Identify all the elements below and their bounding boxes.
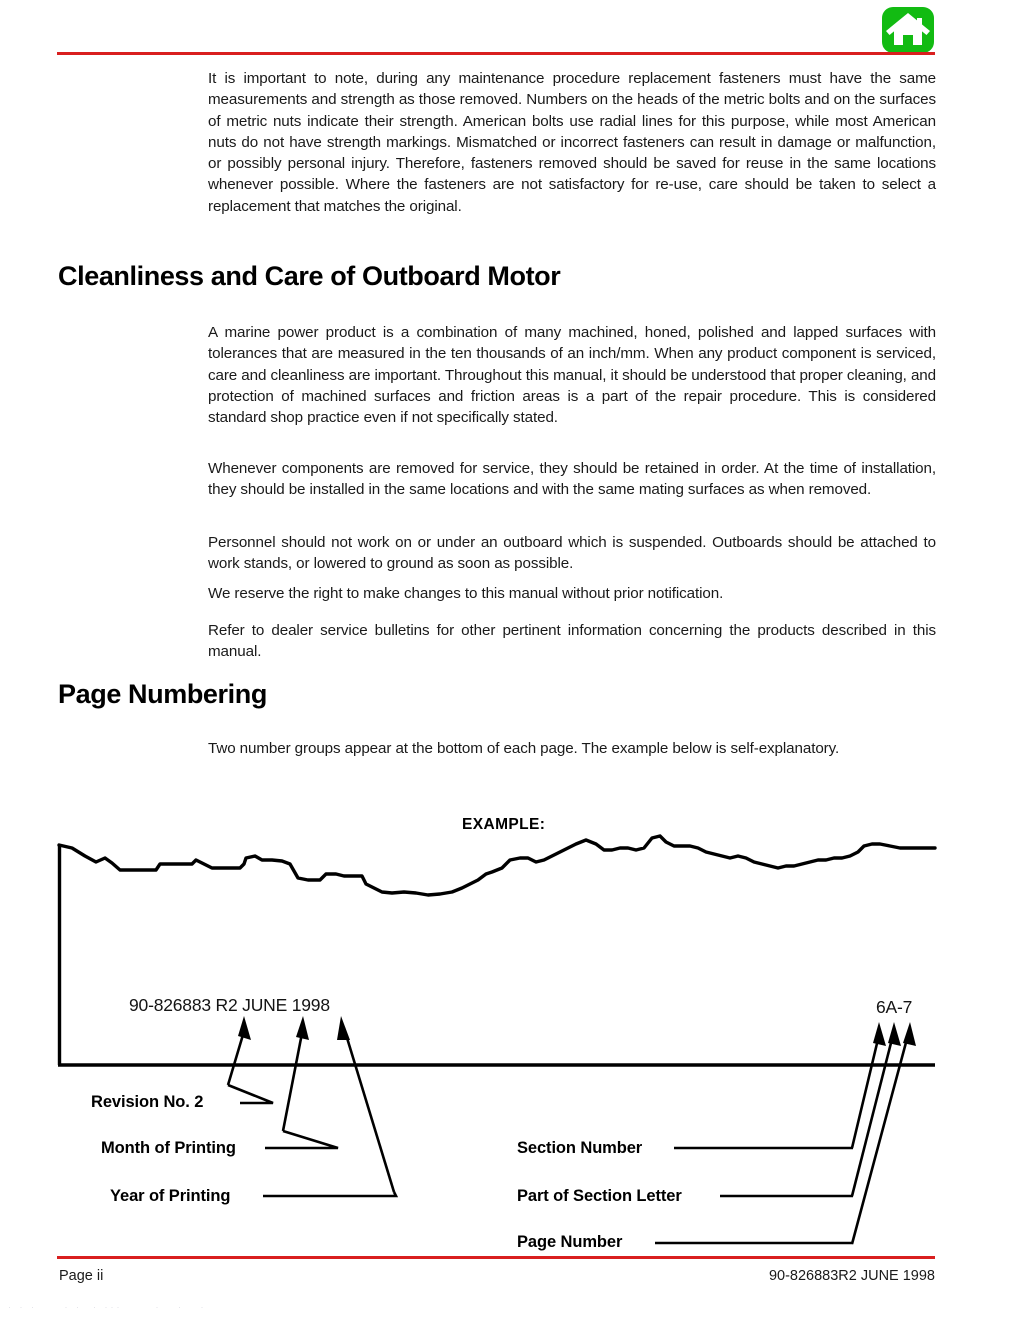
heading-page-numbering: Page Numbering — [58, 679, 267, 709]
callout-arrow-section-number — [852, 1022, 886, 1148]
leader-line-month-of-printing — [265, 1131, 338, 1148]
header-divider — [57, 52, 935, 55]
callout-label-section-number: Section Number — [517, 1139, 643, 1157]
callout-label-month-of-printing: Month of Printing — [101, 1139, 236, 1157]
leader-line-year-of-printing — [263, 1192, 396, 1196]
callout-arrow-part-of-section-letter — [852, 1022, 901, 1196]
paragraph-page-numbering: Two number groups appear at the bottom of each page. The example below is self-explanatory. — [208, 740, 840, 757]
callout-label-part-of-section-letter: Part of Section Letter — [517, 1187, 682, 1205]
example-bottom-left-code: 90-826883 R2 JUNE 1998 — [129, 995, 330, 1015]
callout-arrow-revision-number — [228, 1016, 251, 1085]
paragraph-cleanliness-2: Whenever components are removed for service, they should be retained in order. At the time of installation, they should be installed in the same locations and with the same mating surfaces as when removed. — [208, 460, 936, 499]
torn-page-top-edge — [59, 836, 935, 895]
heading-cleanliness-and-care: Cleanliness and Care of Outboard Motor — [58, 261, 561, 291]
callout-label-page-number: Page Number — [517, 1233, 623, 1251]
example-bottom-right-code: 6A-7 — [876, 997, 913, 1017]
paragraph-cleanliness-4: We reserve the right to make changes to this manual without prior notification. — [208, 585, 724, 602]
footer-divider — [57, 1256, 935, 1259]
callout-arrow-page-number — [852, 1022, 916, 1244]
footer-document-code: 90-826883R2 JUNE 1998 — [768, 1268, 935, 1284]
callout-arrow-month-of-printing — [283, 1016, 309, 1131]
intro-paragraph: It is important to note, during any maintenance procedure replacement fasteners must have the same measurements and strength as those removed. Numbers on the heads of the metric bolts and on the surfaces of metric nuts indicate their strength. American bolts use radial lines for this purpose, while most American nuts do not have strength markings. Mismatched or incorrect fasteners can result in damage or malfunction, or possibly personal injury. Therefore, fasteners removed should be saved for reuse in the same locations whenever possible. Where the fasteners are not satisfactory for re-use, care should be taken to select a replacement that matches the original. — [208, 70, 936, 215]
footer-page-label: Page ii — [59, 1268, 104, 1284]
scan-artifact: · · · · · · ··· · · · — [8, 1302, 207, 1308]
paragraph-cleanliness-3: Personnel should not work on or under an outboard which is suspended. Outboards should be attached to work stands, or lowered to ground as soon as possible. — [208, 534, 936, 573]
callout-label-year-of-printing: Year of Printing — [110, 1187, 231, 1205]
paragraph-cleanliness-5: Refer to dealer service bulletins for other pertinent information concerning the products described in this manual. — [208, 622, 936, 661]
callout-arrow-year-of-printing — [337, 1016, 394, 1192]
example-label: EXAMPLE: — [462, 816, 546, 833]
paragraph-cleanliness-1: A marine power product is a combination of many machined, honed, polished and lapped surfaces with tolerances that are measured in the ten thousands of an inch/mm. When any product component is serviced, care and cleanliness are important. Throughout this manual, it should be understood that proper cleaning, and protection of machined surfaces and friction areas is a part of the repair procedure. This is considered standard shop practice even if not specifically stated. — [208, 324, 936, 427]
leader-line-revision-number — [228, 1085, 273, 1103]
callout-label-revision-number: Revision No. 2 — [91, 1093, 204, 1111]
home-icon[interactable] — [882, 7, 934, 53]
